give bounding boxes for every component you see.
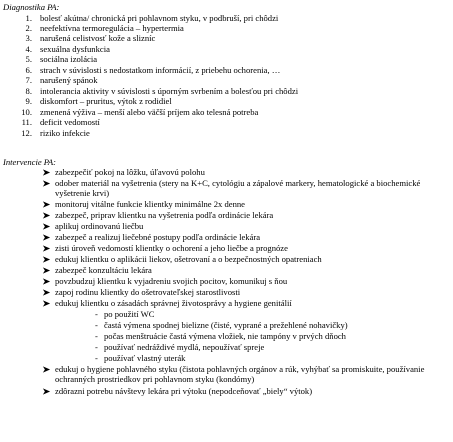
item-number: 4. <box>25 44 32 54</box>
item-text: zisti úroveň vedomostí klientky o ochorení a jeho liečbe a prognóze <box>55 243 288 253</box>
item-text: diskomfort – pruritus, výtok z rodidiel <box>40 96 172 106</box>
item-text: aplikuj ordinovanú liečbu <box>55 221 144 231</box>
item-text: odober materiál na vyšetrenia (stery na K+C, cytológiu a zápalové markery, hematologické a biochemické vyšetrenie krvi) <box>55 178 421 198</box>
intervencie-heading: Intervencie PA: <box>3 157 57 167</box>
item-number: 2. <box>25 23 32 33</box>
item-number: 5. <box>25 54 32 64</box>
item-text: strach v súvislosti s nedostatkom informácií, z priebehu ochorenia, … <box>40 65 281 75</box>
item-number: 12. <box>21 128 32 138</box>
arrow-bullet-icon <box>42 179 51 188</box>
item-text: používať nedráždivé mydlá, nepoužívať spreje <box>104 342 265 352</box>
arrow-bullet-icon <box>42 365 51 374</box>
item-text: po použití WC <box>104 309 155 319</box>
item-text: zabezpeč konzultáciu lekára <box>55 265 152 275</box>
item-text: edukuj o hygiene pohlavného styku (čistota pohlavných orgánov a rúk, vyhýbať sa promiskuite, používanie ochranných prostriedkov pri pohlavnom styku (kondómy) <box>55 364 425 384</box>
dash-bullet: - <box>95 320 98 330</box>
item-text: počas menštruácie častá výmena vložiek, nie tampóny v prvých dňoch <box>104 331 346 341</box>
item-number: 11. <box>21 117 32 127</box>
arrow-bullet-icon <box>42 387 51 396</box>
item-number: 1. <box>25 13 32 23</box>
item-text: intolerancia aktivity v súvislosti s úporným svrbením a bolesťou pri chôdzi <box>40 86 299 96</box>
item-text: monitoruj vitálne funkcie klientky minimálne 2x denne <box>55 199 245 209</box>
diagnostika-heading: Diagnostika PA: <box>3 2 60 12</box>
arrow-bullet-icon <box>42 266 51 275</box>
item-text: zmenená výživa – menší alebo väčší príjem ako telesná potreba <box>40 107 259 117</box>
item-number: 7. <box>25 75 32 85</box>
arrow-bullet-icon <box>42 244 51 253</box>
arrow-bullet-icon <box>42 255 51 264</box>
item-text: neefektívna termoregulácia – hypertermia <box>40 23 184 33</box>
arrow-bullet-icon <box>42 288 51 297</box>
arrow-bullet-icon <box>42 211 51 220</box>
item-number: 9. <box>25 96 32 106</box>
item-text: častá výmena spodnej bielizne (čisté, vyprané a prežehlené nohavičky) <box>104 320 348 330</box>
item-number: 3. <box>25 33 32 43</box>
item-text: povzbudzuj klientku k vyjadreniu svojich pocitov, komunikuj s ňou <box>55 276 288 286</box>
item-text: zabezpečiť pokoj na lôžku, úľavovú polohu <box>55 167 205 177</box>
dash-bullet: - <box>95 342 98 352</box>
item-text: zapoj rodinu klientky do ošetrovateľskej starostlivosti <box>55 287 241 297</box>
item-number: 10. <box>21 107 32 117</box>
dash-bullet: - <box>95 309 98 319</box>
item-text: narušený spánok <box>40 75 98 85</box>
arrow-bullet-icon <box>42 277 51 286</box>
arrow-bullet-icon <box>42 222 51 231</box>
item-text: zabezpeč a realizuj liečebné postupy podľa ordinácie lekára <box>55 232 261 242</box>
arrow-bullet-icon <box>42 233 51 242</box>
item-text: sexuálna dysfunkcia <box>40 44 110 54</box>
item-number: 6. <box>25 65 32 75</box>
item-text: zdôrazni potrebu návštevy lekára pri výtoku (nepodceňovať „biely“ výtok) <box>55 386 313 396</box>
item-text: deficit vedomostí <box>40 117 100 127</box>
item-text: používať vlastný uterák <box>104 353 186 363</box>
arrow-bullet-icon <box>42 168 51 177</box>
item-text: riziko infekcie <box>40 128 90 138</box>
dash-bullet: - <box>95 331 98 341</box>
arrow-bullet-icon <box>42 299 51 308</box>
item-text: bolesť akútna/ chronická pri pohlavnom styku, v podbruší, pri chôdzi <box>40 13 279 23</box>
item-text: zabezpeč, priprav klientku na vyšetrenia podľa ordinácie lekára <box>55 210 274 220</box>
item-text: edukuj klientku o zásadách správnej životosprávy a hygiene genitálií <box>55 298 292 308</box>
item-number: 8. <box>25 86 32 96</box>
item-text: narušená celistvosť kože a slizníc <box>40 33 156 43</box>
dash-bullet: - <box>95 353 98 363</box>
item-text: sociálna izolácia <box>40 54 98 64</box>
arrow-bullet-icon <box>42 200 51 209</box>
item-text: edukuj klientku o aplikácii liekov, ošetrovaní a o bezpečnostných opatreniach <box>55 254 322 264</box>
